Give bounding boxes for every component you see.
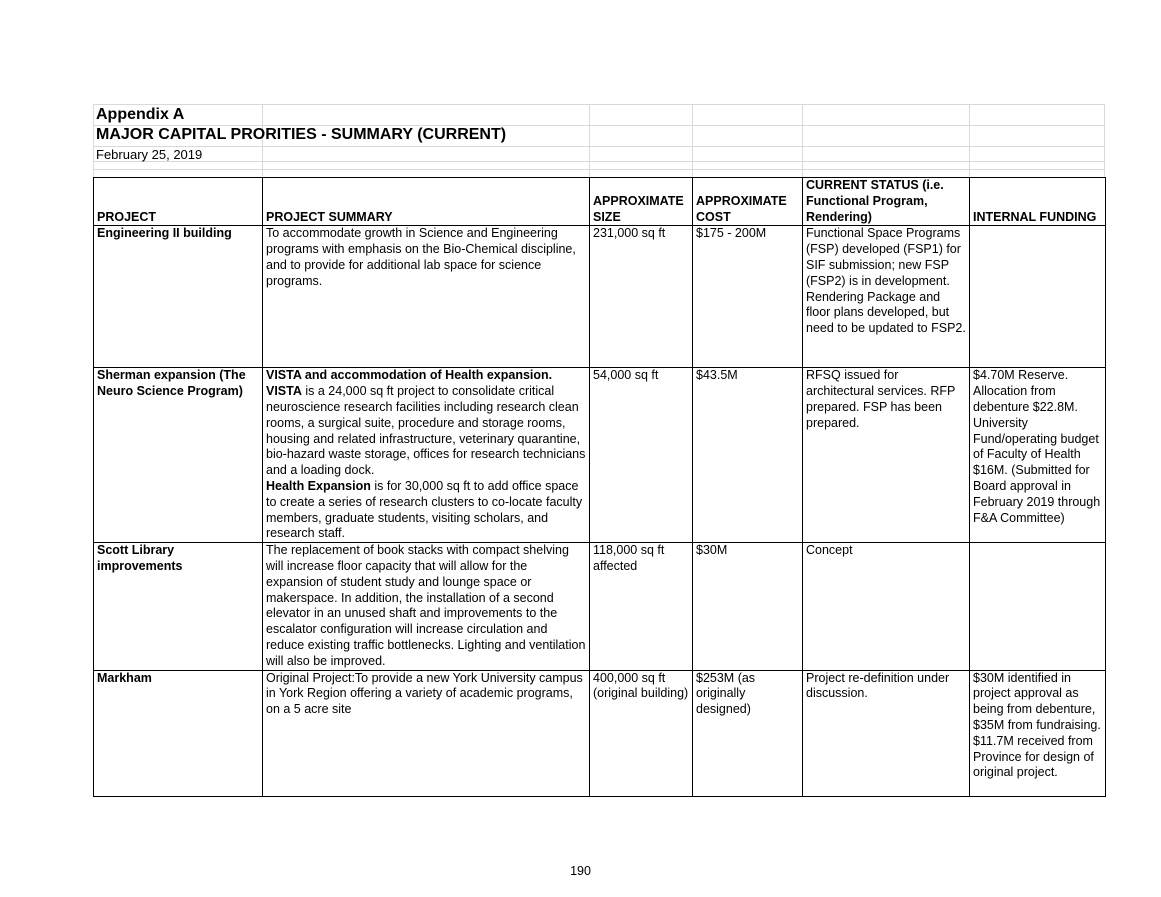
cell-summary: To accommodate growth in Science and Engineering programs with emphasis on the Bio-Chemical discipline, and to provide for additional lab space for science programs. [263,226,590,368]
table-row [94,670,1106,796]
col-header-size: APPROXIMATE SIZE [590,178,693,226]
report-date: February 25, 2019 [96,147,203,162]
cell-project: Scott Library improvements [94,543,263,670]
cell-funding [970,226,1106,368]
cell-cost: $43.5M [693,368,803,543]
cell-cost: $175 - 200M [693,226,803,368]
cell-size: 231,000 sq ft [590,226,693,368]
cell-project: Engineering II building [94,226,263,368]
cell-summary: The replacement of book stacks with compact shelving will increase floor capacity that will allow for the expansion of student study and lounge space or makerspace. In addition, the installation of a second elevator in an unused shaft and improvements to the escalator configuration will increase circulation and reduce existing traffic bottlenecks. Lighting and ventilation will also be improved. [263,543,590,670]
page-title: MAJOR CAPITAL PRORITIES - SUMMARY (CURRENT) [96,126,507,143]
cell-size: 118,000 sq ft affected [590,543,693,670]
page-number: 190 [570,864,591,878]
summary-bold-vista: VISTA [266,384,302,399]
capital-priorities-table [93,177,1106,797]
table-header-row [94,178,1106,226]
cell-funding [970,543,1106,670]
summary-text-health: is for 30,000 sq ft to add office space to create a series of research clusters to co-locate faculty members, graduate students, visiting scholars, and research staff. [266,478,583,541]
cell-cost: $253M (as originally designed) [693,670,803,796]
cell-summary: Original Project:To provide a new York University campus in York Region offering a variety of academic programs, on a 5 acre site [263,670,590,796]
cell-project: Markham [94,670,263,796]
cell-status: Project re-definition under discussion. [803,670,970,796]
cell-status: RFSQ issued for architectural services. RFP prepared. FSP has been prepared. [803,368,970,543]
summary-bold-health: Health Expansion [266,478,371,493]
cell-funding: $4.70M Reserve. Allocation from debenture $22.8M. University Fund/operating budget of Faculty of Health $16M. (Submitted for Board approval in February 2019 through F&A Committee) [970,368,1106,543]
table-row [94,368,1106,543]
col-header-status: CURRENT STATUS (i.e. Functional Program, Rendering) [803,178,970,226]
table-row [94,226,1106,368]
col-header-cost: APPROXIMATE COST [693,178,803,226]
summary-heading: VISTA and accommodation of Health expansion. [266,368,553,383]
cell-project: Sherman expansion (The Neuro Science Program) [94,368,263,543]
col-header-project: PROJECT [94,178,263,226]
summary-text-vista: is a 24,000 sq ft project to consolidate critical neuroscience research facilities including research clean rooms, a surgical suite, procedure and storage rooms, housing and related infrastructure, veterinary quarantine, bio-hazard waste storage, offices for research technicians and a loading dock. [266,384,586,478]
cell-funding: $30M identified in project approval as being from debenture, $35M from fundraising. $11.7M received from Province for design of original project. [970,670,1106,796]
cell-status: Functional Space Programs (FSP) developed (FSP1) for SIF submission; new FSP (FSP2) is in development. Rendering Package and floor plans developed, but need to be updated to FSP2. [803,226,970,368]
cell-size: 54,000 sq ft [590,368,693,543]
appendix-label: Appendix A [96,106,185,123]
cell-status: Concept [803,543,970,670]
col-header-summary: PROJECT SUMMARY [263,178,590,226]
spreadsheet-page [93,104,1105,797]
table-row [94,543,1106,670]
cell-cost: $30M [693,543,803,670]
sheet-header [93,104,1105,177]
cell-size: 400,000 sq ft (original building) [590,670,693,796]
col-header-funding: INTERNAL FUNDING [970,178,1106,226]
cell-summary [263,368,590,543]
